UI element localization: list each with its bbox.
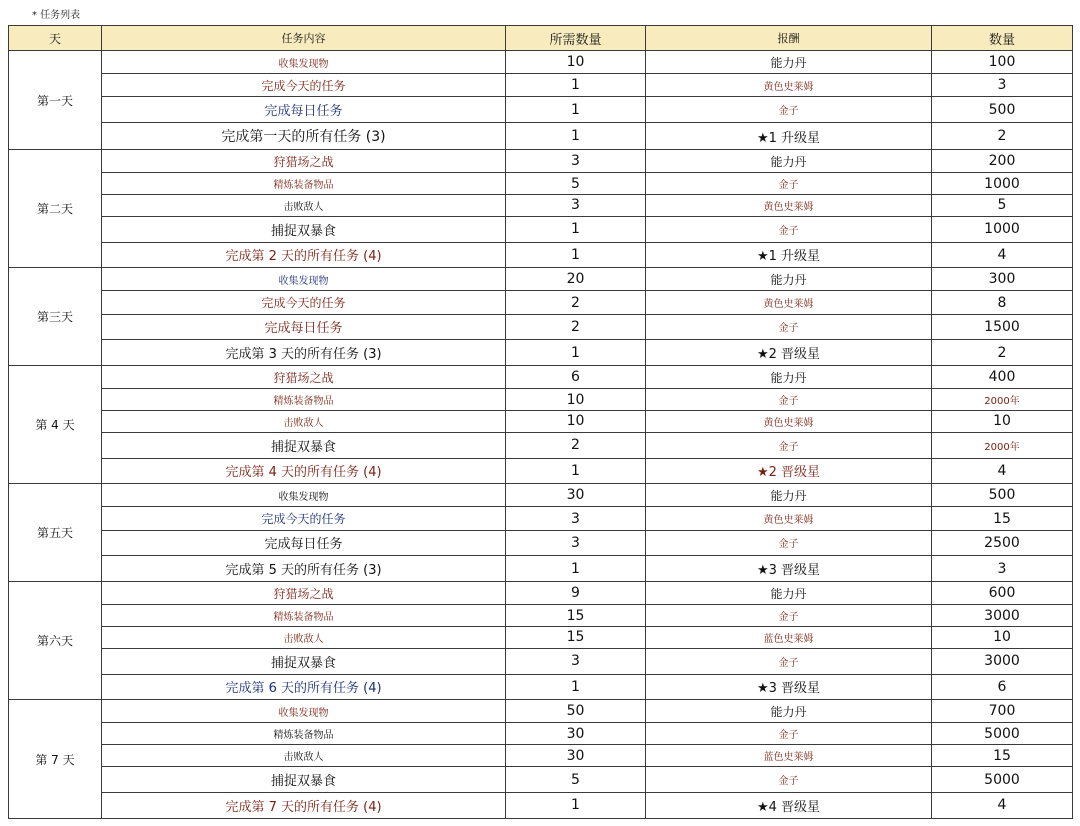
reward-cell: ★2 晋级星: [646, 458, 932, 484]
reward-cell: 能力丹: [646, 700, 932, 723]
quantity-cell: 2: [932, 340, 1073, 366]
required-cell: 2: [506, 291, 646, 314]
quantity-cell: 400: [932, 366, 1073, 389]
reward-cell: 黄色史莱姆: [646, 291, 932, 314]
required-cell: 1: [506, 792, 646, 818]
table-row: [9, 484, 1073, 507]
quantity-cell: 1500: [932, 314, 1073, 340]
task-cell: 收集发现物: [102, 484, 506, 507]
reward-cell: 黄色史莱姆: [646, 507, 932, 530]
table-row: [9, 291, 1073, 314]
task-cell: 完成第 4 天的所有任务 (4): [102, 458, 506, 484]
table-row: [9, 389, 1073, 411]
required-cell: 1: [506, 674, 646, 700]
required-cell: 6: [506, 366, 646, 389]
task-cell: 狩猎场之战: [102, 582, 506, 605]
reward-cell: 能力丹: [646, 150, 932, 173]
task-cell: 完成今天的任务: [102, 74, 506, 97]
table-row: [9, 150, 1073, 173]
quantity-cell: 2: [932, 123, 1073, 150]
task-cell: 捕捉双暴食: [102, 432, 506, 458]
task-cell: 完成第一天的所有任务 (3): [102, 123, 506, 150]
quantity-cell: 4: [932, 242, 1073, 268]
quantity-cell: 2500: [932, 530, 1073, 556]
required-cell: 3: [506, 150, 646, 173]
task-cell: 捕捉双暴食: [102, 648, 506, 674]
task-cell: 狩猎场之战: [102, 366, 506, 389]
task-cell: 完成每日任务: [102, 530, 506, 556]
reward-cell: 金子: [646, 648, 932, 674]
required-cell: 3: [506, 530, 646, 556]
quantity-cell: 2000年: [932, 389, 1073, 411]
task-table: [8, 25, 1073, 819]
quantity-cell: 10: [932, 411, 1073, 433]
quantity-cell: 1000: [932, 216, 1073, 242]
task-cell: 完成每日任务: [102, 97, 506, 123]
reward-cell: 金子: [646, 530, 932, 556]
quantity-cell: 300: [932, 268, 1073, 291]
quantity-cell: 3000: [932, 648, 1073, 674]
quantity-cell: 500: [932, 484, 1073, 507]
required-cell: 30: [506, 484, 646, 507]
day-cell: 第一天: [9, 51, 102, 150]
quantity-cell: 3: [932, 556, 1073, 582]
table-row: [9, 366, 1073, 389]
required-cell: 1: [506, 556, 646, 582]
required-cell: 9: [506, 582, 646, 605]
table-row: [9, 767, 1073, 793]
day-cell: 第二天: [9, 150, 102, 268]
quantity-cell: 500: [932, 97, 1073, 123]
table-row: [9, 411, 1073, 433]
reward-cell: ★1 升级星: [646, 242, 932, 268]
reward-cell: 黄色史莱姆: [646, 411, 932, 433]
day-cell: 第 7 天: [9, 700, 102, 819]
quantity-cell: 5: [932, 195, 1073, 217]
required-cell: 2: [506, 314, 646, 340]
table-row: [9, 792, 1073, 818]
table-row: [9, 700, 1073, 723]
reward-cell: ★2 晋级星: [646, 340, 932, 366]
table-row: [9, 530, 1073, 556]
reward-cell: 蓝色史莱姆: [646, 745, 932, 767]
table-row: [9, 556, 1073, 582]
table-row: [9, 268, 1073, 291]
table-row: [9, 627, 1073, 649]
header-quantity: 数量: [932, 26, 1073, 51]
quantity-cell: 5000: [932, 723, 1073, 745]
required-cell: 10: [506, 411, 646, 433]
reward-cell: 金子: [646, 389, 932, 411]
table-row: [9, 195, 1073, 217]
required-cell: 50: [506, 700, 646, 723]
quantity-cell: 8: [932, 291, 1073, 314]
reward-cell: 黄色史莱姆: [646, 74, 932, 97]
header-required: 所需数量: [506, 26, 646, 51]
table-row: [9, 648, 1073, 674]
required-cell: 15: [506, 605, 646, 627]
required-cell: 30: [506, 745, 646, 767]
table-row: [9, 314, 1073, 340]
required-cell: 1: [506, 216, 646, 242]
table-row: [9, 216, 1073, 242]
task-cell: 完成第 7 天的所有任务 (4): [102, 792, 506, 818]
quantity-cell: 10: [932, 627, 1073, 649]
task-cell: 完成每日任务: [102, 314, 506, 340]
table-row: [9, 173, 1073, 195]
required-cell: 1: [506, 340, 646, 366]
day-cell: 第六天: [9, 582, 102, 700]
quantity-cell: 4: [932, 792, 1073, 818]
reward-cell: 金子: [646, 216, 932, 242]
task-cell: 完成今天的任务: [102, 291, 506, 314]
table-caption: * 任务列表: [32, 10, 81, 21]
required-cell: 1: [506, 242, 646, 268]
reward-cell: 金子: [646, 605, 932, 627]
reward-cell: ★3 晋级星: [646, 674, 932, 700]
reward-cell: 金子: [646, 97, 932, 123]
required-cell: 1: [506, 97, 646, 123]
required-cell: 1: [506, 123, 646, 150]
quantity-cell: 4: [932, 458, 1073, 484]
reward-cell: 能力丹: [646, 51, 932, 74]
quantity-cell: 1000: [932, 173, 1073, 195]
table-row: [9, 582, 1073, 605]
reward-cell: ★4 晋级星: [646, 792, 932, 818]
task-cell: 收集发现物: [102, 268, 506, 291]
quantity-cell: 600: [932, 582, 1073, 605]
reward-cell: 能力丹: [646, 268, 932, 291]
task-cell: 收集发现物: [102, 700, 506, 723]
reward-cell: 能力丹: [646, 366, 932, 389]
quantity-cell: 200: [932, 150, 1073, 173]
quantity-cell: 15: [932, 507, 1073, 530]
table-row: [9, 242, 1073, 268]
table-row: [9, 340, 1073, 366]
required-cell: 1: [506, 74, 646, 97]
required-cell: 30: [506, 723, 646, 745]
reward-cell: 蓝色史莱姆: [646, 627, 932, 649]
quantity-cell: 100: [932, 51, 1073, 74]
table-row: [9, 507, 1073, 530]
quantity-cell: 5000: [932, 767, 1073, 793]
table-row: [9, 51, 1073, 74]
required-cell: 20: [506, 268, 646, 291]
required-cell: 3: [506, 507, 646, 530]
task-cell: 精炼装备物品: [102, 173, 506, 195]
reward-cell: 黄色史莱姆: [646, 195, 932, 217]
task-cell: 收集发现物: [102, 51, 506, 74]
quantity-cell: 700: [932, 700, 1073, 723]
table-row: [9, 432, 1073, 458]
quantity-cell: 15: [932, 745, 1073, 767]
quantity-cell: 6: [932, 674, 1073, 700]
table-row: [9, 123, 1073, 150]
task-cell: 完成今天的任务: [102, 507, 506, 530]
task-cell: 击败敌人: [102, 627, 506, 649]
reward-cell: ★1 升级星: [646, 123, 932, 150]
task-cell: 捕捉双暴食: [102, 767, 506, 793]
table-row: [9, 74, 1073, 97]
reward-cell: ★3 晋级星: [646, 556, 932, 582]
required-cell: 5: [506, 173, 646, 195]
task-cell: 击败敌人: [102, 745, 506, 767]
reward-cell: 金子: [646, 432, 932, 458]
header-reward: 报酬: [646, 26, 932, 51]
task-cell: 完成第 5 天的所有任务 (3): [102, 556, 506, 582]
task-cell: 完成第 6 天的所有任务 (4): [102, 674, 506, 700]
reward-cell: 金子: [646, 767, 932, 793]
task-cell: 狩猎场之战: [102, 150, 506, 173]
quantity-cell: 2000年: [932, 432, 1073, 458]
task-cell: 捕捉双暴食: [102, 216, 506, 242]
day-cell: 第 4 天: [9, 366, 102, 484]
table-row: [9, 674, 1073, 700]
quantity-cell: 3000: [932, 605, 1073, 627]
reward-cell: 能力丹: [646, 582, 932, 605]
required-cell: 3: [506, 648, 646, 674]
task-cell: 完成第 3 天的所有任务 (3): [102, 340, 506, 366]
day-cell: 第三天: [9, 268, 102, 366]
reward-cell: 金子: [646, 173, 932, 195]
table-row: [9, 723, 1073, 745]
header-row: [9, 26, 1073, 51]
task-cell: 精炼装备物品: [102, 723, 506, 745]
required-cell: 15: [506, 627, 646, 649]
header-task: 任务内容: [102, 26, 506, 51]
required-cell: 10: [506, 389, 646, 411]
table-row: [9, 97, 1073, 123]
table-row: [9, 745, 1073, 767]
quantity-cell: 3: [932, 74, 1073, 97]
task-cell: 完成第 2 天的所有任务 (4): [102, 242, 506, 268]
task-cell: 精炼装备物品: [102, 605, 506, 627]
task-cell: 击败敌人: [102, 195, 506, 217]
task-cell: 精炼装备物品: [102, 389, 506, 411]
day-cell: 第五天: [9, 484, 102, 582]
required-cell: 10: [506, 51, 646, 74]
table-row: [9, 458, 1073, 484]
header-day: 天: [9, 26, 102, 51]
table-row: [9, 605, 1073, 627]
required-cell: 3: [506, 195, 646, 217]
required-cell: 5: [506, 767, 646, 793]
required-cell: 2: [506, 432, 646, 458]
task-cell: 击败敌人: [102, 411, 506, 433]
reward-cell: 能力丹: [646, 484, 932, 507]
required-cell: 1: [506, 458, 646, 484]
reward-cell: 金子: [646, 314, 932, 340]
reward-cell: 金子: [646, 723, 932, 745]
